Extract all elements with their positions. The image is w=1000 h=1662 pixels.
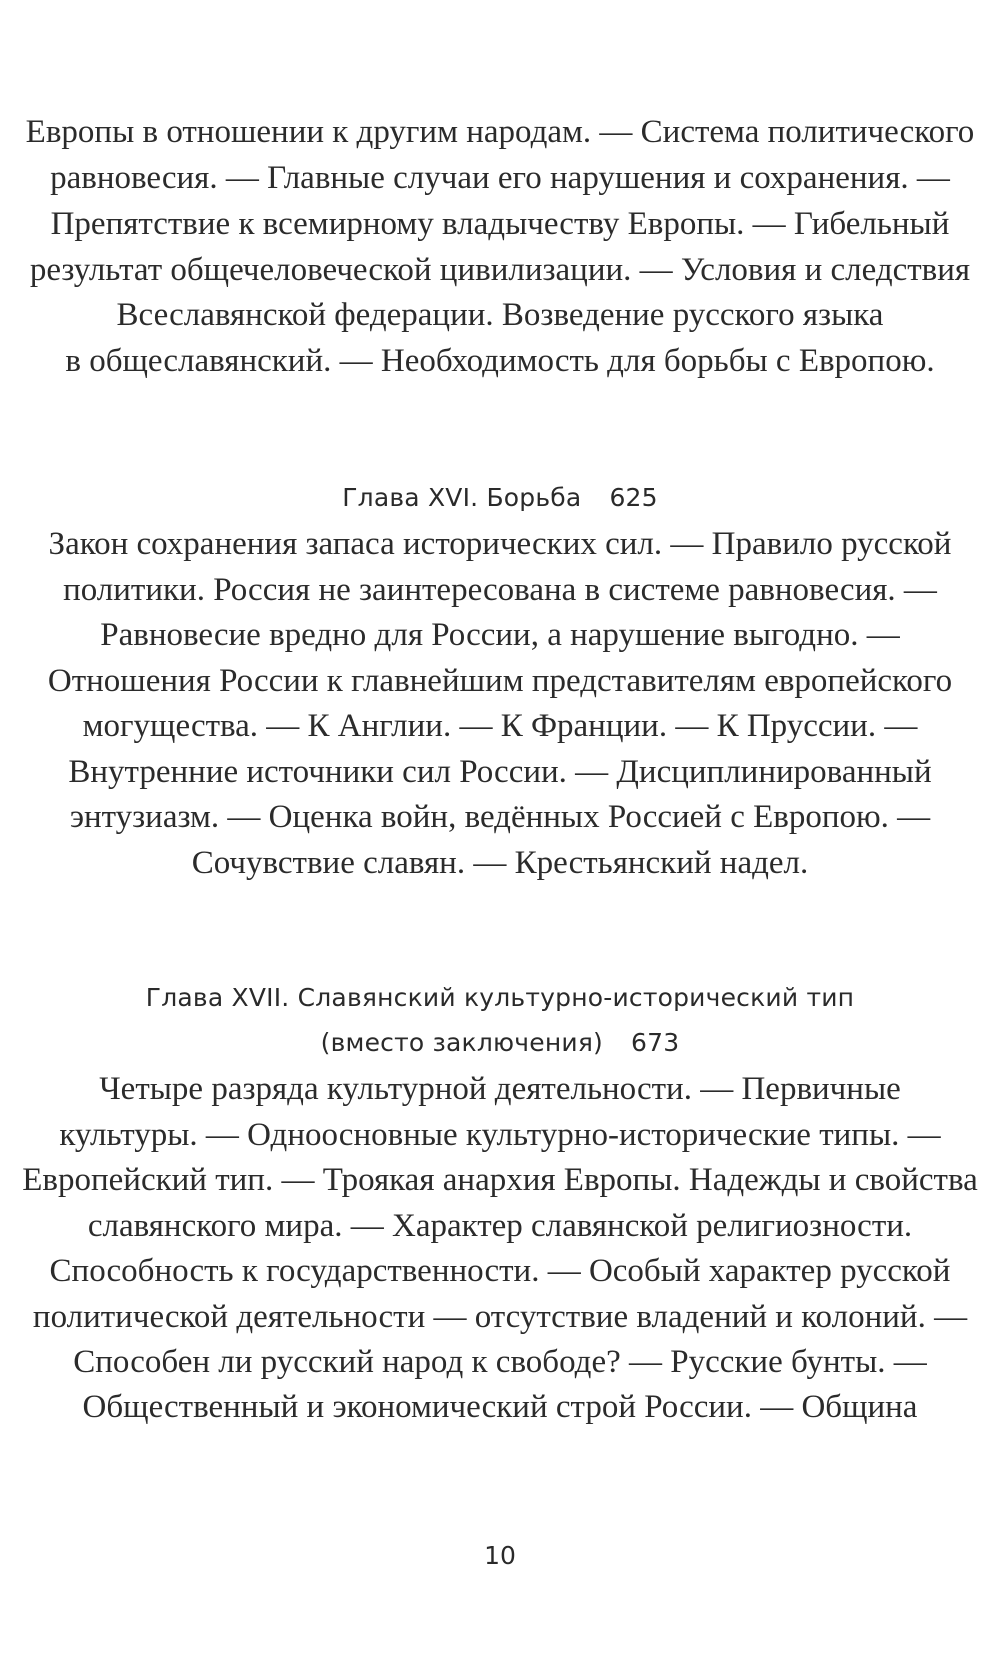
- text-line: Европы в отношении к другим народам. — Система политического: [25, 114, 975, 150]
- chapter-16-title: Глава XVI. Борьба: [342, 483, 582, 512]
- text-line: Общественный и экономический строй России. — Община: [82, 1389, 918, 1425]
- text-line: результат общечеловеческой цивилизации. — Условия и следствия: [29, 252, 971, 288]
- text-line: Равновесие вредно для России, а нарушение выгодно. —: [100, 617, 900, 653]
- text-line: культуры. — Одноосновные культурно-исторические типы. —: [59, 1117, 941, 1153]
- text-line: равновесия. — Главные случаи его нарушения и сохранения. —: [50, 160, 950, 196]
- text-line: политики. Россия не заинтересована в системе равновесия. —: [63, 572, 937, 608]
- text-line: Закон сохранения запаса исторических сил. — Правило русской: [48, 526, 952, 562]
- chapter-17-page-number: 673: [631, 1028, 680, 1057]
- chapter-16-page-number: 625: [609, 483, 658, 512]
- text-line: Четыре разряда культурной деятельности. — Первичные: [99, 1071, 901, 1107]
- text-line: Европейский тип. — Троякая анархия Европы. Надежды и свойства: [22, 1162, 978, 1198]
- text-line: Отношения России к главнейшим представителям европейского: [47, 663, 953, 699]
- chapter-17-heading-line-2: [0, 1023, 1000, 1063]
- text-line: Сочувствие славян. — Крестьянский надел.: [191, 845, 809, 881]
- text-line: в общеславянский. — Необходимость для борьбы с Европою.: [65, 343, 935, 379]
- text-line: Внутренние источники сил России. — Дисциплинированный: [68, 754, 932, 790]
- text-line: славянского мира. — Характер славянской религиозности.: [87, 1208, 913, 1244]
- text-line: Способен ли русский народ к свободе? — Русские бунты. —: [73, 1344, 927, 1380]
- text-line: энтузиазм. — Оценка войн, ведённых Россией с Европою. —: [69, 799, 931, 835]
- text-line: Всеславянской федерации. Возведение русского языка: [116, 297, 884, 333]
- chapter-17-title-line-1: Глава XVII. Славянский культурно-исторический тип: [145, 983, 855, 1012]
- text-line: Препятствие к всемирному владычеству Европы. — Гибельный: [50, 206, 950, 242]
- chapter-17-title-line-2: (вместо заключения): [320, 1028, 604, 1057]
- chapter-16-heading: [0, 478, 1000, 518]
- text-line: Способность к государственности. — Особый характер русской: [49, 1253, 951, 1289]
- text-line: могущества. — К Англии. — К Франции. — К Пруссии. —: [82, 708, 918, 744]
- text-line: политической деятельности — отсутствие владений и колоний. —: [32, 1299, 968, 1335]
- page-number: 10: [484, 1541, 516, 1570]
